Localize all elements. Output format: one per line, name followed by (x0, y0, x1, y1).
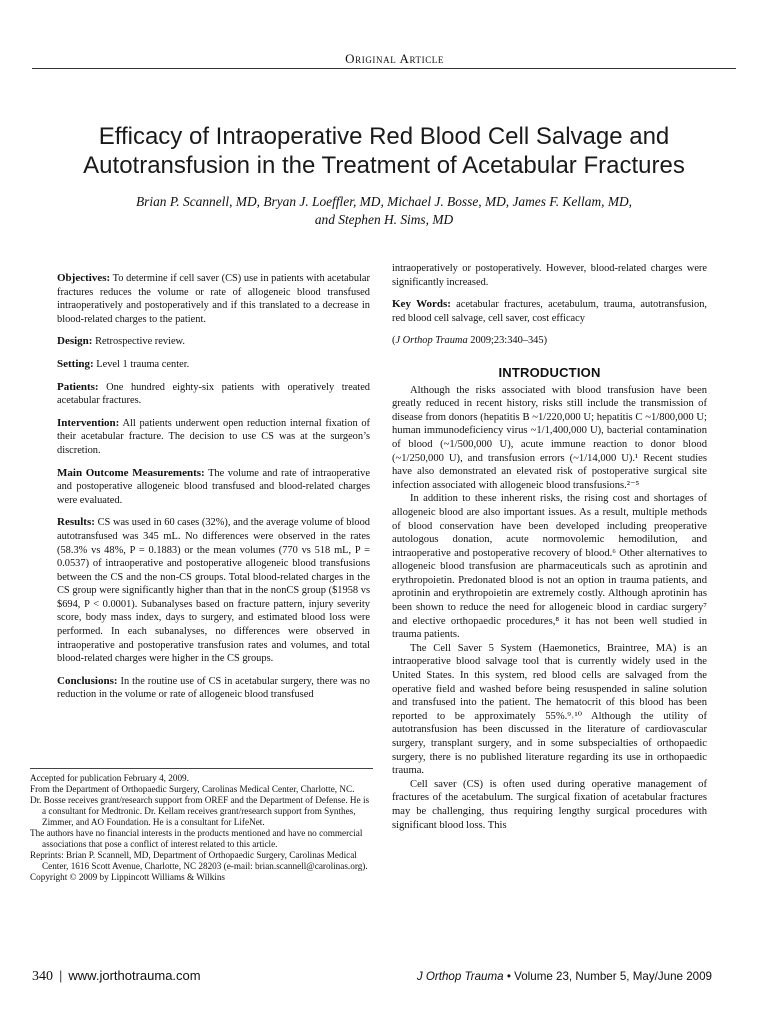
footnote-interests: The authors have no financial interests in the products mentioned and have no commercial associations that pose a conflict of interest related to this article. (30, 828, 363, 849)
header-rule (32, 68, 736, 69)
footnote-reprints: Reprints: Brian P. Scannell, MD, Department of Orthopaedic Surgery, Carolinas Medical Center, 1616 Scott Avenue, Charlotte, NC 28203 (e-mail: brian.scannell@carolinas.org). (30, 850, 368, 871)
author-list (60, 193, 708, 229)
abstract-left-column (57, 272, 370, 711)
abstract-conclusions-cont: intraoperatively or postoperatively. However, blood-related charges were significantly increased. (392, 263, 707, 288)
intro-paragraph-4: Cell saver (CS) is often used during operative management of fractures of the acetabulum. The surgical fixation of acetabular fractures may be challenging, thus requiring lengthy surgical procedures with significant blood loss. This (392, 778, 707, 831)
footer-issue: • Volume 23, Number 5, May/June 2009 (506, 970, 712, 983)
footnote-disclosure: Dr. Bosse receives grant/research support from OREF and the Department of Defense. He is a consultant for Medtronic. Dr. Kellam receives grant/research support from Synthes, Zimmer, and AO Foundation. He is a consultant for LifeNet. (30, 795, 370, 827)
results-text: CS was used in 60 cases (32%), and the average volume of blood autotransfused was 345 mL. No differences were observed in the rates (58.3% vs 48%, P = 0.1883) or the mean volumes (770 vs 518 mL, P = 0.0537) of intraoperative and postoperative allogeneic blood transfusions between the CS and the non-CS groups. Total blood-related charges in the CS group were significantly higher than that in the nonCS group ($1958 vs $694, P < 0.0001). Subanalyses based on fracture pattern, injury severity score, body mass index, days to surgery, and estimated blood loss were performed. In each subanalyses, no differences were observed in intraoperative and postoperative transfusion rates and volumes, and total blood-related charges were higher in the CS groups. (57, 517, 370, 665)
intro-paragraph-1: Although the risks associated with blood transfusion have been greatly reduced in recent history, risks still include the transmission of disease from donors (hepatitis B ~1/220,000 U; hepatitis C ~1/800,000 U; human immunodeficiency virus ~1/1,400,000 U), bacterial contamination of blood (~1/500,000 U), acute immune reaction to donor blood (~1/250,000 U), and transfusion errors (~1/14,000 U).¹ Recent studies have also demonstrated an elevated risk of postoperative surgical site infection associated with allogeneic blood transfusions.²⁻⁵ (392, 384, 707, 491)
article-title: Efficacy of Intraoperative Red Blood Cell Salvage and Autotransfusion in the Treatment of Acetabular Fractures (83, 123, 685, 179)
design-text: Retrospective review. (95, 336, 185, 348)
authors-line-2: and Stephen H. Sims, MD (314, 212, 454, 227)
conclusions-label: Conclusions: (57, 674, 118, 687)
abstract-conclusions (57, 675, 370, 702)
patients-label: Patients: (57, 380, 99, 393)
objectives-text: To determine if cell saver (CS) use in patients with acetabular fractures reduces the volume or rate of allogeneic blood transfused intraoperatively and postoperatively and if this translated to a decrease in blood-related charges to the patient. (57, 273, 370, 325)
intervention-label: Intervention: (57, 416, 120, 429)
patients-text: One hundred eighty-six patients with operatively treated acetabular fractures. (57, 381, 371, 407)
citation-journal: J Orthop Trauma (395, 335, 468, 347)
objectives-label: Objectives: (57, 272, 111, 284)
intervention-text: All patients underwent open reduction internal fixation of their acetabular fracture. The decision to use CS was at the surgeon’s discretion. (57, 417, 371, 456)
footnote-accepted: Accepted for publication February 4, 2009. (30, 773, 189, 783)
abstract-keywords (392, 298, 707, 325)
setting-label: Setting: (57, 357, 94, 370)
abstract-objectives (57, 272, 370, 326)
setting-text: Level 1 trauma center. (96, 358, 190, 370)
page-number: 340 (32, 969, 53, 984)
citation-rest: 2009;23:340–345) (470, 335, 548, 347)
outcome-text: The volume and rate of intraoperative and postoperative allogeneic blood transfused and blood-related charges were evaluated. (57, 467, 370, 506)
intro-paragraph-2: In addition to these inherent risks, the rising cost and shortages of allogeneic blood are also important issues. As a result, multiple methods of blood conservation have been developed including preoperative autologous donation, acute normovolemic hemodilution, and intraoperative and postoperative recovery of blood.⁶ Other alternatives to allogeneic blood transfusion are pharmaceuticals such as aprotinin and erythropoietin. Predonated blood is not an option in trauma patients, and aprotinin and erythropoietin are extremely costly. Although aprotinin has been shown to reduce the need for allogeneic blood in cardiac surgery⁷ and elective orthopaedic procedures,⁸ it has not been well studied in trauma patients. (392, 493, 707, 641)
page-footer-left (32, 968, 201, 985)
introduction-heading: INTRODUCTION (498, 364, 601, 380)
page-footer-right (417, 970, 712, 983)
results-label: Results: (57, 516, 95, 529)
abstract-setting (57, 358, 370, 372)
citation: (J Orthop Trauma 2009;23:340–345) (392, 335, 548, 347)
footnote-copyright: Copyright © 2009 by Lippincott Williams & Wilkins (30, 872, 226, 882)
intro-paragraph-3: The Cell Saver 5 System (Haemonetics, Braintree, MA) is an intraoperative blood salvage tool that is currently widely used in the United States. In this system, red blood cells are salvaged from the operative field and washed before being resuspended in saline solution and transfused into the patient. The hematocrit of this blood has been reported to be approximately 55%.⁹˒¹⁰ Although the utility of autotransfusion has been discussed in the literature of cardiovascular surgery, transplant surgery, and in some subspecialties of orthopaedic surgery, there is no published literature regarding its use in orthopaedic trauma. (392, 642, 707, 777)
footer-journal: J Orthop Trauma (416, 970, 504, 983)
abstract-patients (57, 381, 370, 408)
abstract-outcome (57, 467, 370, 508)
abstract-design (57, 335, 370, 349)
keywords-text: acetabular fractures, acetabulum, trauma, autotransfusion, red blood cell salvage, cell saver, cost efficacy (392, 299, 708, 324)
footnotes (30, 768, 373, 883)
abstract-results (57, 516, 370, 666)
section-label: Original Article (345, 51, 444, 66)
conclusions-text: In the routine use of CS in acetabular surgery, there was no reduction in the volume or rate of allogeneic blood transfused (57, 675, 370, 701)
outcome-label: Main Outcome Measurements: (57, 466, 205, 479)
keywords-label: Key Words: (392, 298, 451, 311)
footer-separator: | (59, 968, 63, 983)
journal-website-link[interactable]: www.jorthotrauma.com (68, 968, 201, 983)
right-column (392, 262, 707, 832)
design-label: Design: (57, 335, 93, 348)
footnote-affiliation: From the Department of Orthopaedic Surgery, Carolinas Medical Center, Charlotte, NC. (30, 784, 355, 794)
authors-line-1: Brian P. Scannell, MD, Bryan J. Loeffler, MD, Michael J. Bosse, MD, James F. Kellam, MD, (136, 194, 632, 209)
abstract-intervention (57, 417, 370, 458)
